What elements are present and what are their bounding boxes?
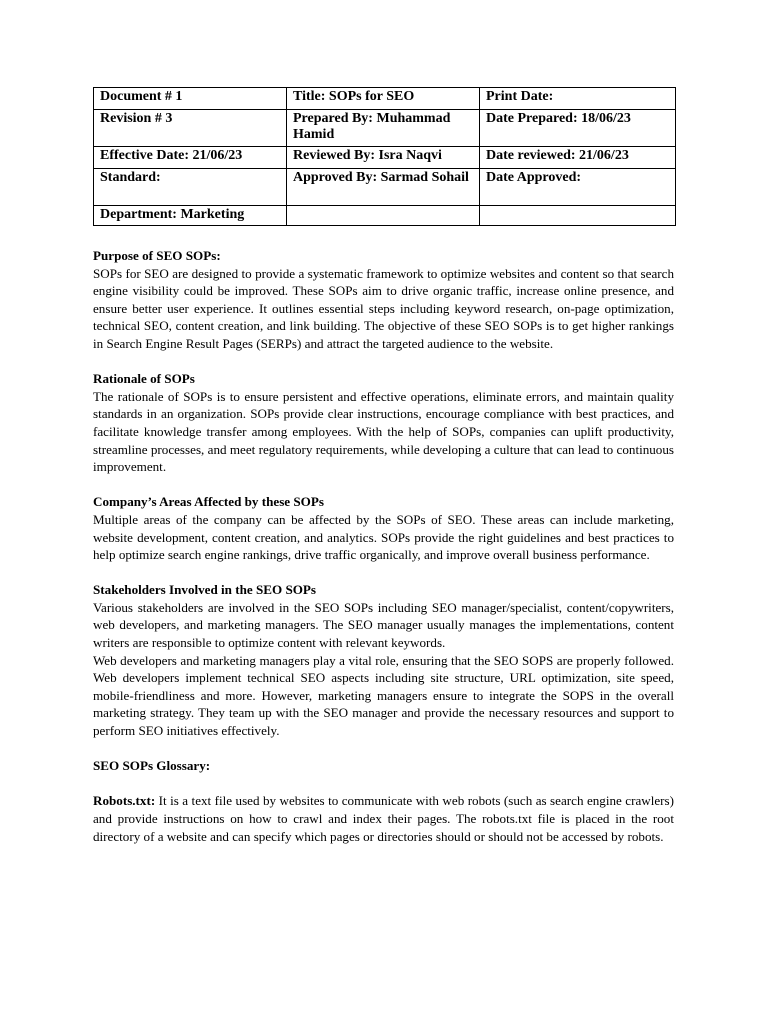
paragraph-purpose: SOPs for SEO are designed to provide a systematic framework to optimize websites and content so that search engine visibility could be improved. These SOPs aim to drive organic traffic, increase online presence, and ensure better user experience. It outlines essential steps including keyword research, on-page optimization, technical SEO, content creation, and link building. The objective of these SEO SOPs is to get higher rankings in Search Engine Result Pages (SERPs) and attract the targeted audience to the website. <box>93 265 674 351</box>
standard-cell: Standard: <box>94 169 287 206</box>
section-heading-glossary: SEO SOPs Glossary: <box>93 758 211 774</box>
effective-date-cell: Effective Date: 21/06/23 <box>94 147 287 169</box>
table-row <box>94 147 676 169</box>
revision-cell: Revision # 3 <box>94 110 287 147</box>
date-prepared-cell: Date Prepared: 18/06/23 <box>480 110 676 147</box>
empty-cell <box>480 206 676 226</box>
paragraph-stakeholders-1: Various stakeholders are involved in the SEO SOPs including SEO manager/specialist, content/copywriters, web developers, and marketing managers. The SEO manager usually manages the implementations, content writers are responsible to optimize content with relevant keywords. <box>93 599 674 651</box>
approved-by-cell: Approved By: Sarmad Sohail <box>287 169 480 206</box>
date-reviewed-cell: Date reviewed: 21/06/23 <box>480 147 676 169</box>
paragraph-areas: Multiple areas of the company can be affected by the SOPs of SEO. These areas can include marketing, website development, content creation, and analytics. SOPs provide the right guidelines and best practices to help optimize search engine rankings, drive traffic organically, and improve overall business performance. <box>93 511 674 563</box>
glossary-definition: It is a text file used by websites to communicate with web robots (such as search engine crawlers) and provide instructions on how to crawl and index their pages. The robots.txt file is placed in the root directory of a website and can specify which pages or directories should or should not be accessed by robots. <box>93 793 674 844</box>
prepared-by-cell: Prepared By: Muhammad Hamid <box>287 110 480 147</box>
section-heading-areas: Company’s Areas Affected by these SOPs <box>93 494 324 510</box>
table-row <box>94 206 676 226</box>
document-control-table <box>93 87 676 226</box>
paragraph-stakeholders-2: Web developers and marketing managers play a vital role, ensuring that the SEO SOPS are properly followed. Web developers implement technical SEO aspects including site structure, URL optimization, site speed, mobile-friendliness and more. However, marketing managers ensure to integrate the SOPS in the overall marketing strategy. They team up with the SEO manager and provide the necessary resources and support to perform SEO initiatives effectively. <box>93 652 674 739</box>
department-cell: Department: Marketing <box>94 206 287 226</box>
section-heading-stakeholders: Stakeholders Involved in the SEO SOPs <box>93 582 317 598</box>
reviewed-by-cell: Reviewed By: Isra Naqvi <box>287 147 480 169</box>
glossary-entry-robots <box>93 792 674 845</box>
glossary-term: Robots.txt: <box>93 793 156 809</box>
table-row <box>94 169 676 206</box>
date-approved-cell: Date Approved: <box>480 169 676 206</box>
document-number-cell: Document # 1 <box>94 88 287 110</box>
paragraph-rationale: The rationale of SOPs is to ensure persistent and effective operations, eliminate errors, and maintain quality standards in an organization. SOPs provide clear instructions, encourage compliance with best practices, and facilitate knowledge transfer among employees. With the help of SOPs, companies can uplift productivity, streamline processes, and meet regulatory requirements, while developing a culture that can lead to continuous improvement. <box>93 388 674 475</box>
table-row <box>94 88 676 110</box>
empty-cell <box>287 206 480 226</box>
print-date-cell: Print Date: <box>480 88 676 110</box>
section-heading-purpose: Purpose of SEO SOPs: <box>93 248 221 263</box>
section-heading-rationale: Rationale of SOPs <box>93 371 195 387</box>
document-body <box>93 247 674 845</box>
table-row <box>94 110 676 147</box>
title-cell: Title: SOPs for SEO <box>287 88 480 110</box>
